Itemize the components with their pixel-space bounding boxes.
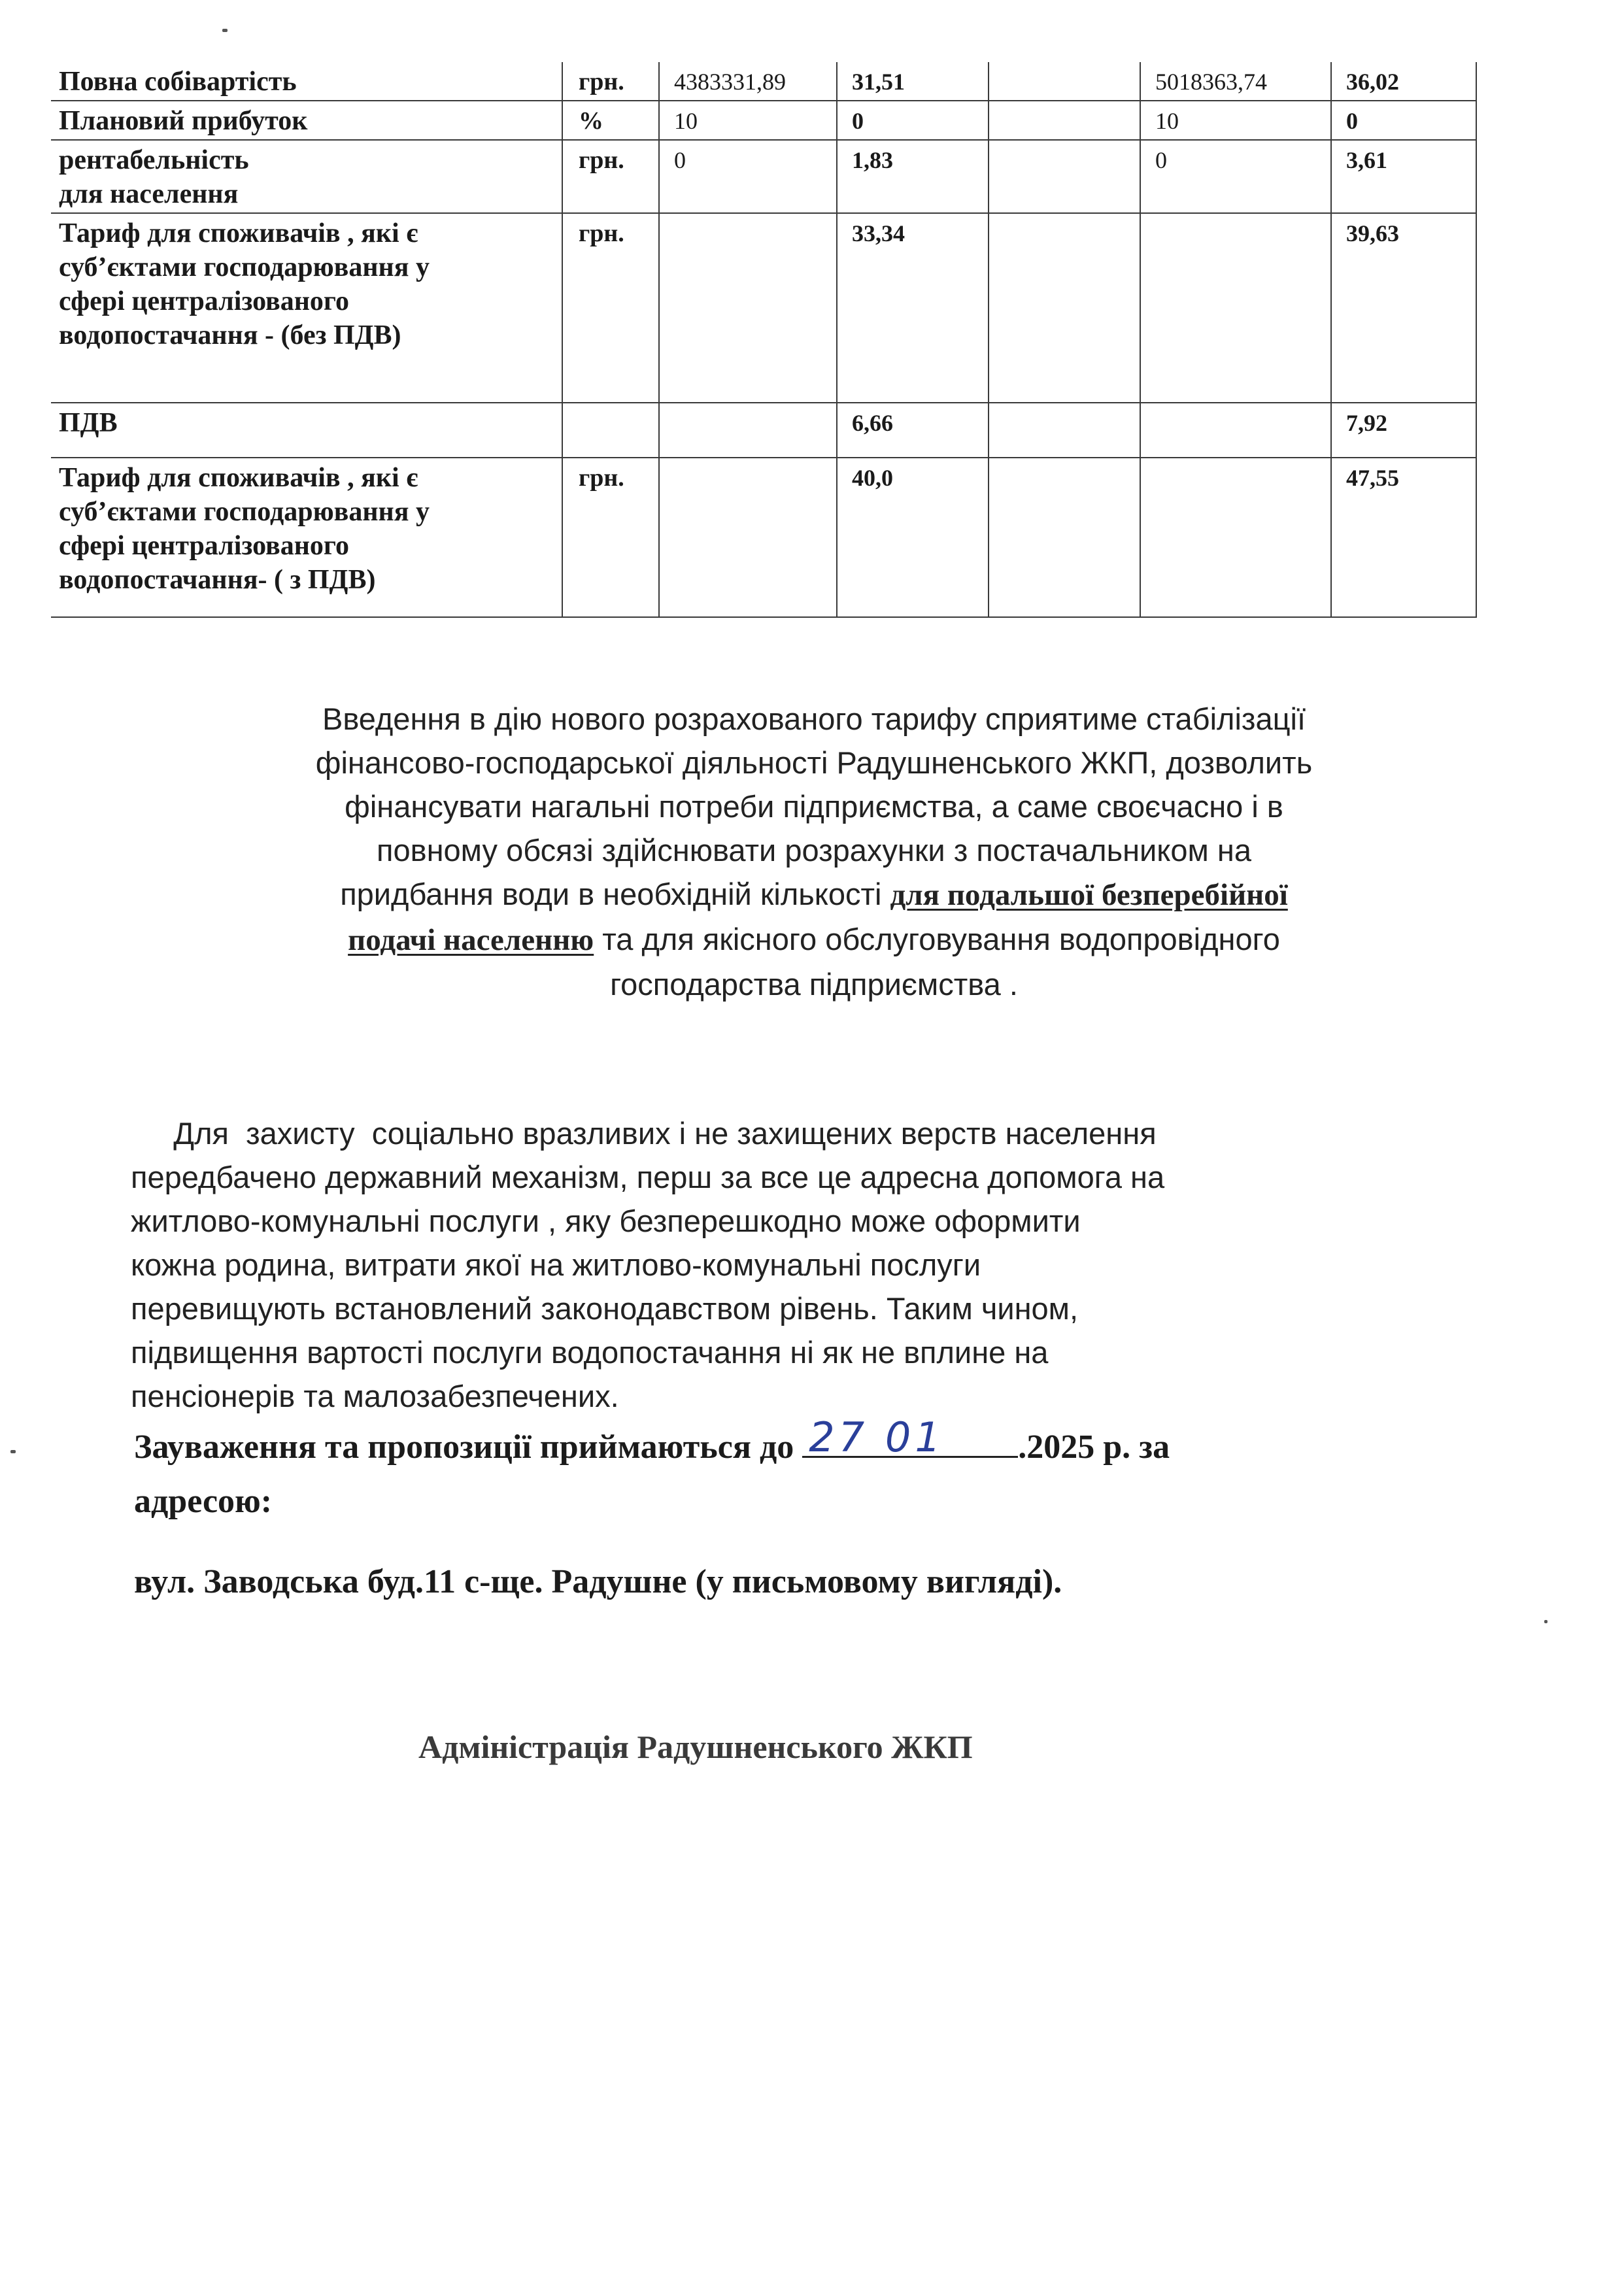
paragraph-line: фінансувати нагальні потреби підприємства, а саме своєчасно і в xyxy=(345,789,1283,824)
value-cell xyxy=(989,101,1140,140)
value-cell: 10 xyxy=(659,101,837,140)
unit-cell: грн. xyxy=(562,458,659,617)
value-cell: 1,83 xyxy=(837,140,989,213)
value-cell xyxy=(1140,213,1331,403)
value-cell xyxy=(989,458,1140,617)
row-label-cell: ПДВ xyxy=(51,403,562,458)
paragraph-line: кожна родина, витрати якої на житлово-комунальні послуги xyxy=(131,1247,981,1282)
paragraph-line: передбачено державний механізм, перш за все це адресна допомога на xyxy=(131,1160,1165,1194)
value-cell xyxy=(659,458,837,617)
emphasis-text: подачі населенню xyxy=(348,923,594,957)
value-cell: 3,61 xyxy=(1331,140,1476,213)
scan-speck xyxy=(10,1450,16,1453)
scan-speck xyxy=(222,29,228,32)
row-label-cell: рентабельність для населення xyxy=(51,140,562,213)
paragraph-social-protection xyxy=(131,1111,1373,1418)
value-cell: 0 xyxy=(837,101,989,140)
row-label-cell: Плановий прибуток xyxy=(51,101,562,140)
signature-line: Адміністрація Радушненського ЖКП xyxy=(418,1729,973,1765)
value-cell xyxy=(1140,403,1331,458)
value-cell: 33,34 xyxy=(837,213,989,403)
paragraph-line: перевищують встановлений законодавством рівень. Таким чином, xyxy=(131,1291,1079,1326)
value-cell: 0 xyxy=(1331,101,1476,140)
emphasis-text: для подальшої безперебійної xyxy=(890,878,1288,912)
unit-cell xyxy=(562,403,659,458)
value-cell xyxy=(989,62,1140,101)
unit-cell: грн. xyxy=(562,62,659,101)
table-row xyxy=(51,101,1476,140)
value-cell xyxy=(1140,458,1331,617)
scan-speck xyxy=(1544,1620,1548,1623)
value-cell: 47,55 xyxy=(1331,458,1476,617)
unit-cell: грн. xyxy=(562,213,659,403)
unit-cell: % xyxy=(562,101,659,140)
paragraph-text: та для якісного обслуговування водопровідного xyxy=(594,922,1280,956)
value-cell xyxy=(989,140,1140,213)
paragraph-tariff-impact xyxy=(124,697,1504,1006)
value-cell: 36,02 xyxy=(1331,62,1476,101)
value-cell: 6,66 xyxy=(837,403,989,458)
paragraph-line xyxy=(124,917,1504,962)
remarks-prefix: Зауваження та пропозиції приймаються до xyxy=(134,1428,803,1466)
table-row xyxy=(51,213,1476,403)
value-cell: 10 xyxy=(1140,101,1331,140)
value-cell: 4383331,89 xyxy=(659,62,837,101)
paragraph-line: пенсіонерів та малозабезпечених. xyxy=(131,1379,619,1413)
address-line: вул. Заводська буд.11 с-ще. Радушне (у письмовому вигляді). xyxy=(134,1563,1062,1600)
value-cell: 31,51 xyxy=(837,62,989,101)
paragraph-line: підвищення вартості послуги водопостачання ні як не вплине на xyxy=(131,1335,1049,1370)
remarks-suffix: .2025 р. за xyxy=(1018,1428,1170,1466)
value-cell: 5018363,74 xyxy=(1140,62,1331,101)
paragraph-line: повному обсязі здійснювати розрахунки з постачальником на xyxy=(377,833,1251,868)
tariff-table xyxy=(51,62,1477,618)
paragraph-line: господарства підприємства . xyxy=(610,967,1018,1002)
paragraph-line: фінансово-господарської діяльності Радушненського ЖКП, дозволить xyxy=(315,745,1313,780)
table-row xyxy=(51,458,1476,617)
row-label-cell: Повна собівартість xyxy=(51,62,562,101)
paragraph-line: Введення в дію нового розрахованого тарифу сприятиме стабілізації xyxy=(322,701,1306,736)
value-cell: 39,63 xyxy=(1331,213,1476,403)
table-row xyxy=(51,403,1476,458)
value-cell: 0 xyxy=(659,140,837,213)
unit-cell: грн. xyxy=(562,140,659,213)
paragraph-line xyxy=(124,872,1504,917)
row-label-cell: Тариф для споживачів , які є суб’єктами господарювання у сфері централізованого водопостачання - (без ПДВ) xyxy=(51,213,562,403)
value-cell xyxy=(659,213,837,403)
row-label-cell: Тариф для споживачів , які є суб’єктами господарювання у сфері централізованого водопостачання- ( з ПДВ) xyxy=(51,458,562,617)
handwritten-date: 27 01 xyxy=(809,1413,945,1461)
value-cell: 0 xyxy=(1140,140,1331,213)
paragraph-line: Для захисту соціально вразливих і не захищених верств населення xyxy=(131,1116,1157,1151)
value-cell xyxy=(989,213,1140,403)
value-cell xyxy=(989,403,1140,458)
paragraph-text: придбання води в необхідній кількості xyxy=(340,877,890,911)
table-row xyxy=(51,140,1476,213)
value-cell: 7,92 xyxy=(1331,403,1476,458)
paragraph-line: житлово-комунальні послуги , яку безперешкодно може оформити xyxy=(131,1204,1081,1238)
table-row xyxy=(51,62,1476,101)
remarks-address-label: адресою: xyxy=(134,1483,273,1520)
value-cell: 40,0 xyxy=(837,458,989,617)
remarks-deadline xyxy=(134,1413,1170,1468)
date-field xyxy=(802,1413,1018,1461)
value-cell xyxy=(659,403,837,458)
